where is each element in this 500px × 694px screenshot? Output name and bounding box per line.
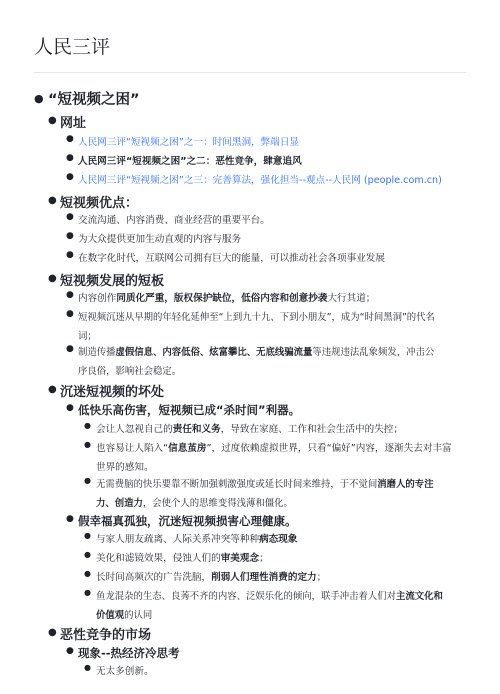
list-item [84, 530, 297, 549]
page-title: 人民三评 [34, 36, 111, 58]
bullet-icon: ● [66, 344, 74, 354]
bullet-icon: ● [48, 273, 57, 284]
bullet-icon: ● [84, 569, 91, 578]
list-item [84, 439, 452, 477]
harm-sub-1-heading: 低快乐高伤害，短视频已成“杀时间”利器。 [78, 403, 301, 417]
bullet-icon: ● [84, 663, 91, 672]
bullet-icon: ● [48, 115, 57, 126]
list-item-text: 制造传播虚假信息、内容低俗、炫富攀比、无底线骗流量等违规违法乱象频发，冲击公 序良俗，影响社会稳定。 [78, 347, 435, 377]
list-item-text: 内容创作同质化严重，版权保护缺位，低俗内容和创意抄袭大行其道； [78, 293, 376, 304]
bullet-icon: ● [66, 212, 74, 222]
list-item-text: 交流沟通、内容消费、商业经营的重要平台。 [78, 215, 270, 226]
list-item-text: 在数字化时代，互联网公司拥有巨大的能量，可以推动社会各项事业发展 [78, 253, 385, 264]
list-item [84, 475, 434, 513]
subsection-heading-market: 恶性竞争的市场 [60, 628, 152, 643]
list-item [84, 587, 443, 625]
bullet-icon: ● [66, 403, 74, 413]
market-sub-heading: 现象--热经济冷思考 [78, 646, 180, 660]
bullet-icon: ● [66, 153, 74, 163]
subsection-heading-pros: 短视频优点： [60, 196, 139, 211]
bullet-icon: ● [66, 290, 74, 300]
bullet-icon: ● [84, 588, 91, 597]
list-item-text: 短视频沉迷从早期的年轻化延伸至“上到九十九、下到小朋友”，成为“时间黑洞”的代名 词； [78, 312, 435, 342]
subsection-market [48, 624, 151, 643]
list-item-text: 与家人朋友疏离、人际关系冲突等种种病态现象 [96, 534, 298, 545]
market-sub [66, 645, 180, 661]
list-item [66, 230, 241, 249]
subsection-heading-harm: 沉迷短视频的坏处 [60, 385, 165, 400]
title-divider [34, 72, 466, 73]
list-item [66, 289, 375, 308]
harm-sub-2-heading: 假幸福真孤独，沉迷短视频损害心理健康。 [78, 514, 297, 528]
list-item-text: 美化和滤镜效果，侵蚀人们的审美观念； [96, 553, 269, 564]
link-article-3[interactable]: 人民网三评“短视频之困”之三：完善算法，强化担当--观点--人民网 (people.com.cn) [78, 175, 442, 186]
harm-sub-1 [66, 402, 300, 418]
list-item [66, 211, 270, 230]
list-item-text: 长时间高频次的广告洗脑，削弱人们理性消费的定力； [96, 572, 327, 583]
list-item [84, 568, 326, 587]
list-item [66, 249, 385, 268]
bullet-icon: ● [66, 309, 74, 319]
harm-sub-2 [66, 513, 297, 529]
subsection-net [48, 112, 86, 131]
bullet-icon: ● [66, 172, 74, 182]
bullet-icon: ● [66, 134, 74, 144]
bullet-icon: ● [84, 476, 91, 485]
list-item [66, 343, 434, 381]
bullet-icon: ● [84, 421, 91, 430]
list-item-text: 无需费脑的快乐要靠不断加强刺激强度或延长时间来维持，于不觉间消磨人的专注 力、创造力，会使个人的思维变得浅薄和僵化。 [96, 479, 434, 509]
list-item-text: 也容易让人陷入“信息茧房”，过度依赖虚拟世界，只看“偏好”内容，逐渐失去对丰富 世界的感知。 [96, 443, 452, 473]
list-item [84, 662, 154, 681]
bullet-icon: ● [66, 231, 74, 241]
list-item-text: 无太多创新。 [96, 666, 154, 677]
bullet-icon: ● [48, 627, 57, 638]
section-heading: “短视频之困” [48, 92, 140, 108]
subsection-harm [48, 381, 164, 400]
bullet-icon: ● [84, 440, 91, 449]
subsection-boards [48, 270, 164, 289]
link-article-1[interactable]: 人民网三评“短视频之困”之一：时间黑洞，弊端日显 [78, 137, 300, 148]
link-item-3[interactable] [66, 171, 442, 190]
bullet-icon: ● [84, 550, 91, 559]
list-item [84, 549, 269, 568]
bullet-icon: ● [66, 514, 74, 524]
link-item-2[interactable] [66, 152, 302, 171]
list-item-text: 为大众提供更加生动直观的内容与服务 [78, 234, 242, 245]
bullet-icon: ● [84, 531, 91, 540]
subsection-heading-net: 网址 [60, 116, 87, 131]
bullet-icon: ● [48, 384, 57, 395]
list-item [66, 308, 435, 346]
link-item-1[interactable] [66, 133, 299, 152]
link-article-2[interactable]: 人民网三评“短视频之困”之二：恶性竞争，肆意追风 [78, 156, 302, 167]
list-item-text: 鱼龙混杂的生态、良莠不齐的内容、泛娱乐化的倾向，联手冲击着人们对主流文化和 价值观的认同 [96, 591, 443, 621]
bullet-icon: ● [66, 250, 74, 260]
subsection-pros [48, 192, 138, 211]
bullet-icon: ● [48, 195, 57, 206]
bullet-icon: ● [34, 92, 44, 105]
bullet-icon: ● [66, 646, 74, 656]
subsection-heading-boards: 短视频发展的短板 [60, 274, 165, 289]
list-item-text: 会让人忽视自己的责任和义务，导致在家庭、工作和社会生活中的失控； [96, 424, 403, 435]
section-shortvideo [34, 88, 140, 109]
list-item [84, 420, 403, 439]
